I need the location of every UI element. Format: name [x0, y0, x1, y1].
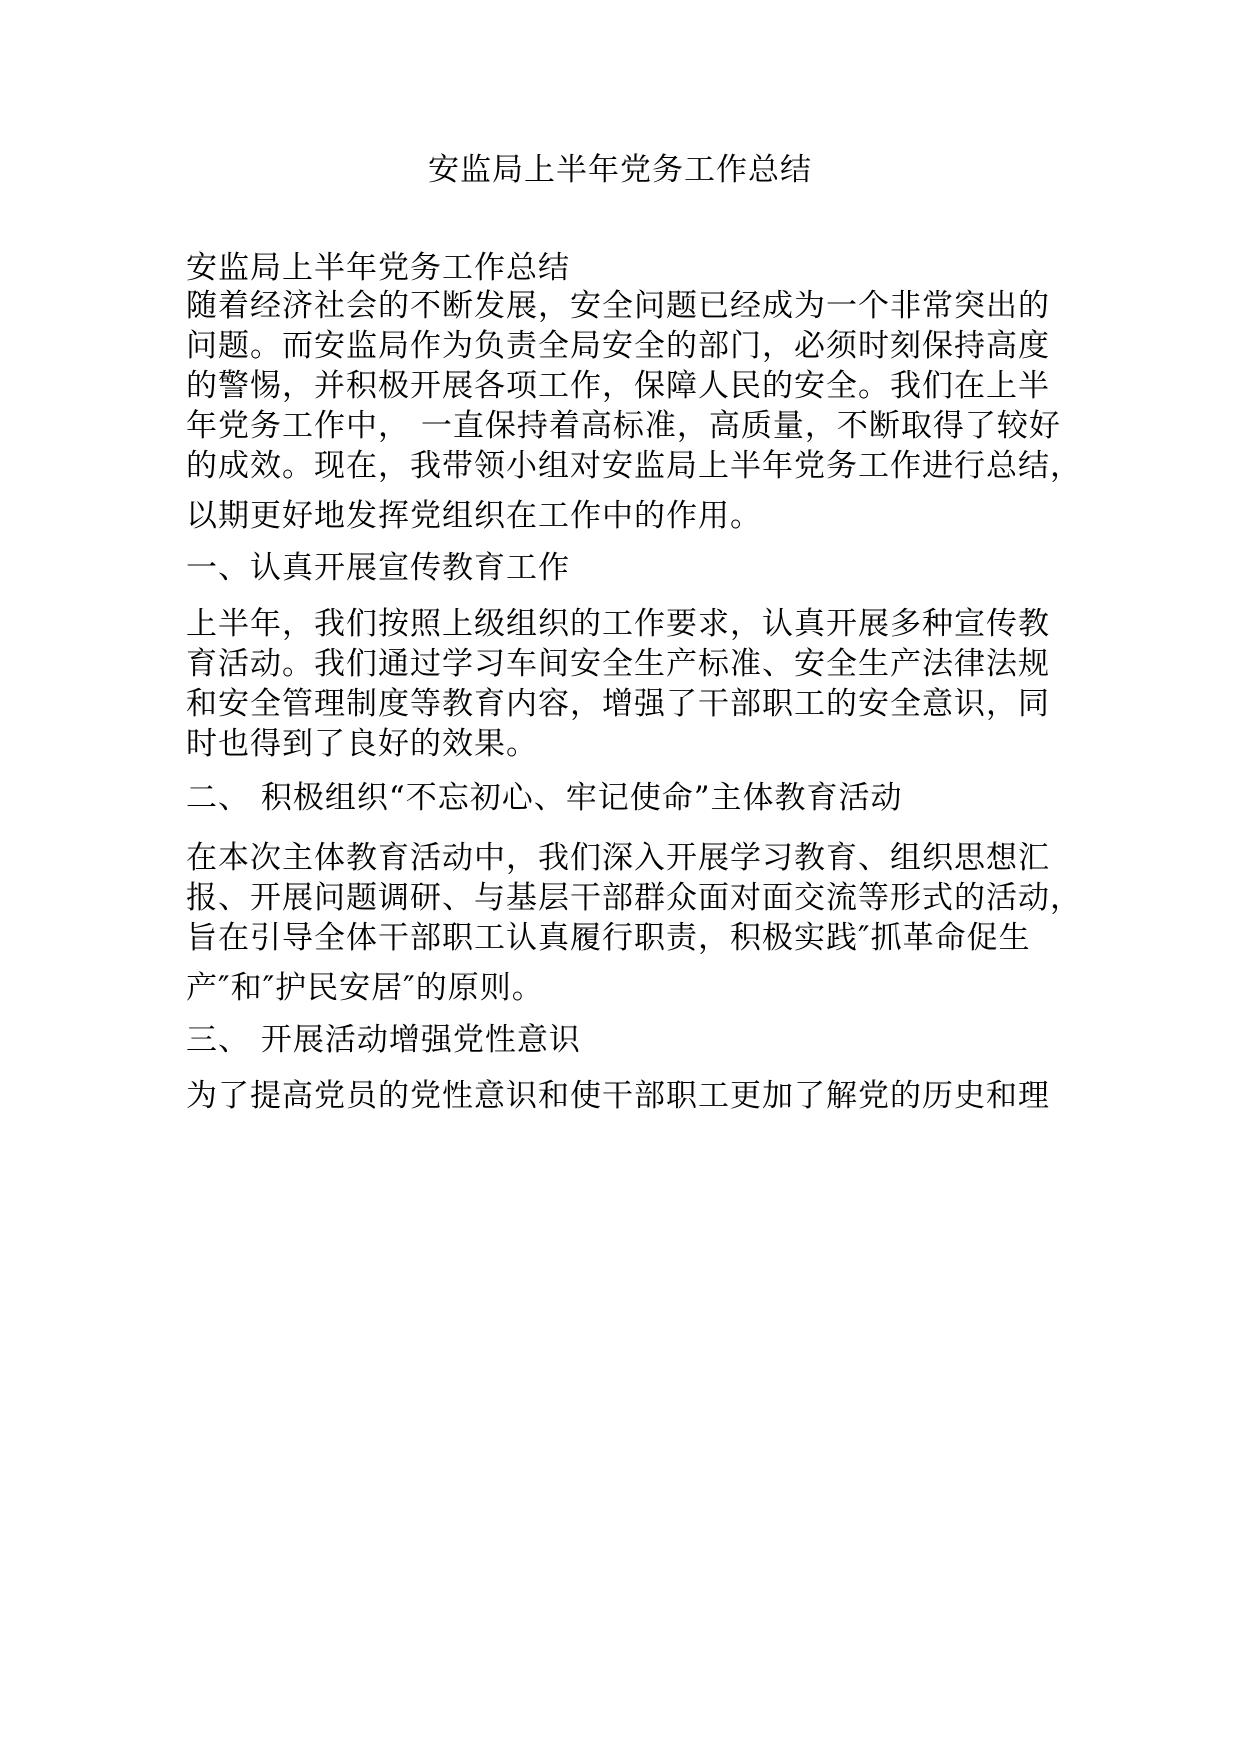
paragraph-line: 育活动。我们通过学习车间安全生产标准、安全生产法律法规 — [186, 646, 1050, 682]
paragraph-line: 报、开展问题调研、与基层干部群众面对面交流等形式的活动， — [186, 880, 1082, 916]
paragraph-line: 为了提高党员的党性意识和使干部职工更加了解党的历史和理 — [186, 1078, 1050, 1114]
paragraph-line: 问题。而安监局作为负责全局安全的部门，必须时刻保持高度 — [186, 328, 1050, 364]
paragraph-line: 旨在引导全体干部职工认真履行职责，积极实践″抓革命促生 — [186, 920, 1031, 956]
section-heading: 三、 开展活动增强党性意识 — [186, 1022, 581, 1058]
paragraph-line: 的警惕，并积极开展各项工作，保障人民的安全。我们在上半 — [186, 368, 1050, 404]
subtitle-line: 安监局上半年党务工作总结 — [186, 250, 570, 286]
paragraph-line: 上半年，我们按照上级组织的工作要求，认真开展多种宣传教 — [186, 606, 1050, 642]
paragraph-line: 以期更好地发挥党组织在工作中的作用。 — [186, 498, 762, 534]
paragraph-line: 的成效。现在，我带领小组对安监局上半年党务工作进行总结， — [186, 448, 1082, 484]
paragraph-line: 随着经济社会的不断发展，安全问题已经成为一个非常突出的 — [186, 288, 1050, 324]
section-heading: 一、认真开展宣传教育工作 — [186, 550, 570, 586]
paragraph-line: 时也得到了良好的效果。 — [186, 726, 538, 762]
page-title: 安监局上半年党务工作总结 — [428, 152, 812, 188]
paragraph-line: 和安全管理制度等教育内容，增强了干部职工的安全意识，同 — [186, 686, 1050, 722]
paragraph-line: 产″和″护民安居″的原则。 — [186, 970, 544, 1006]
paragraph-line: 年党务工作中， 一直保持着高标准，高质量，不断取得了较好 — [186, 408, 1061, 444]
section-heading: 二、 积极组织“不忘初心、牢记使命”主体教育活动 — [186, 780, 903, 816]
paragraph-line: 在本次主体教育活动中，我们深入开展学习教育、组织思想汇 — [186, 840, 1050, 876]
